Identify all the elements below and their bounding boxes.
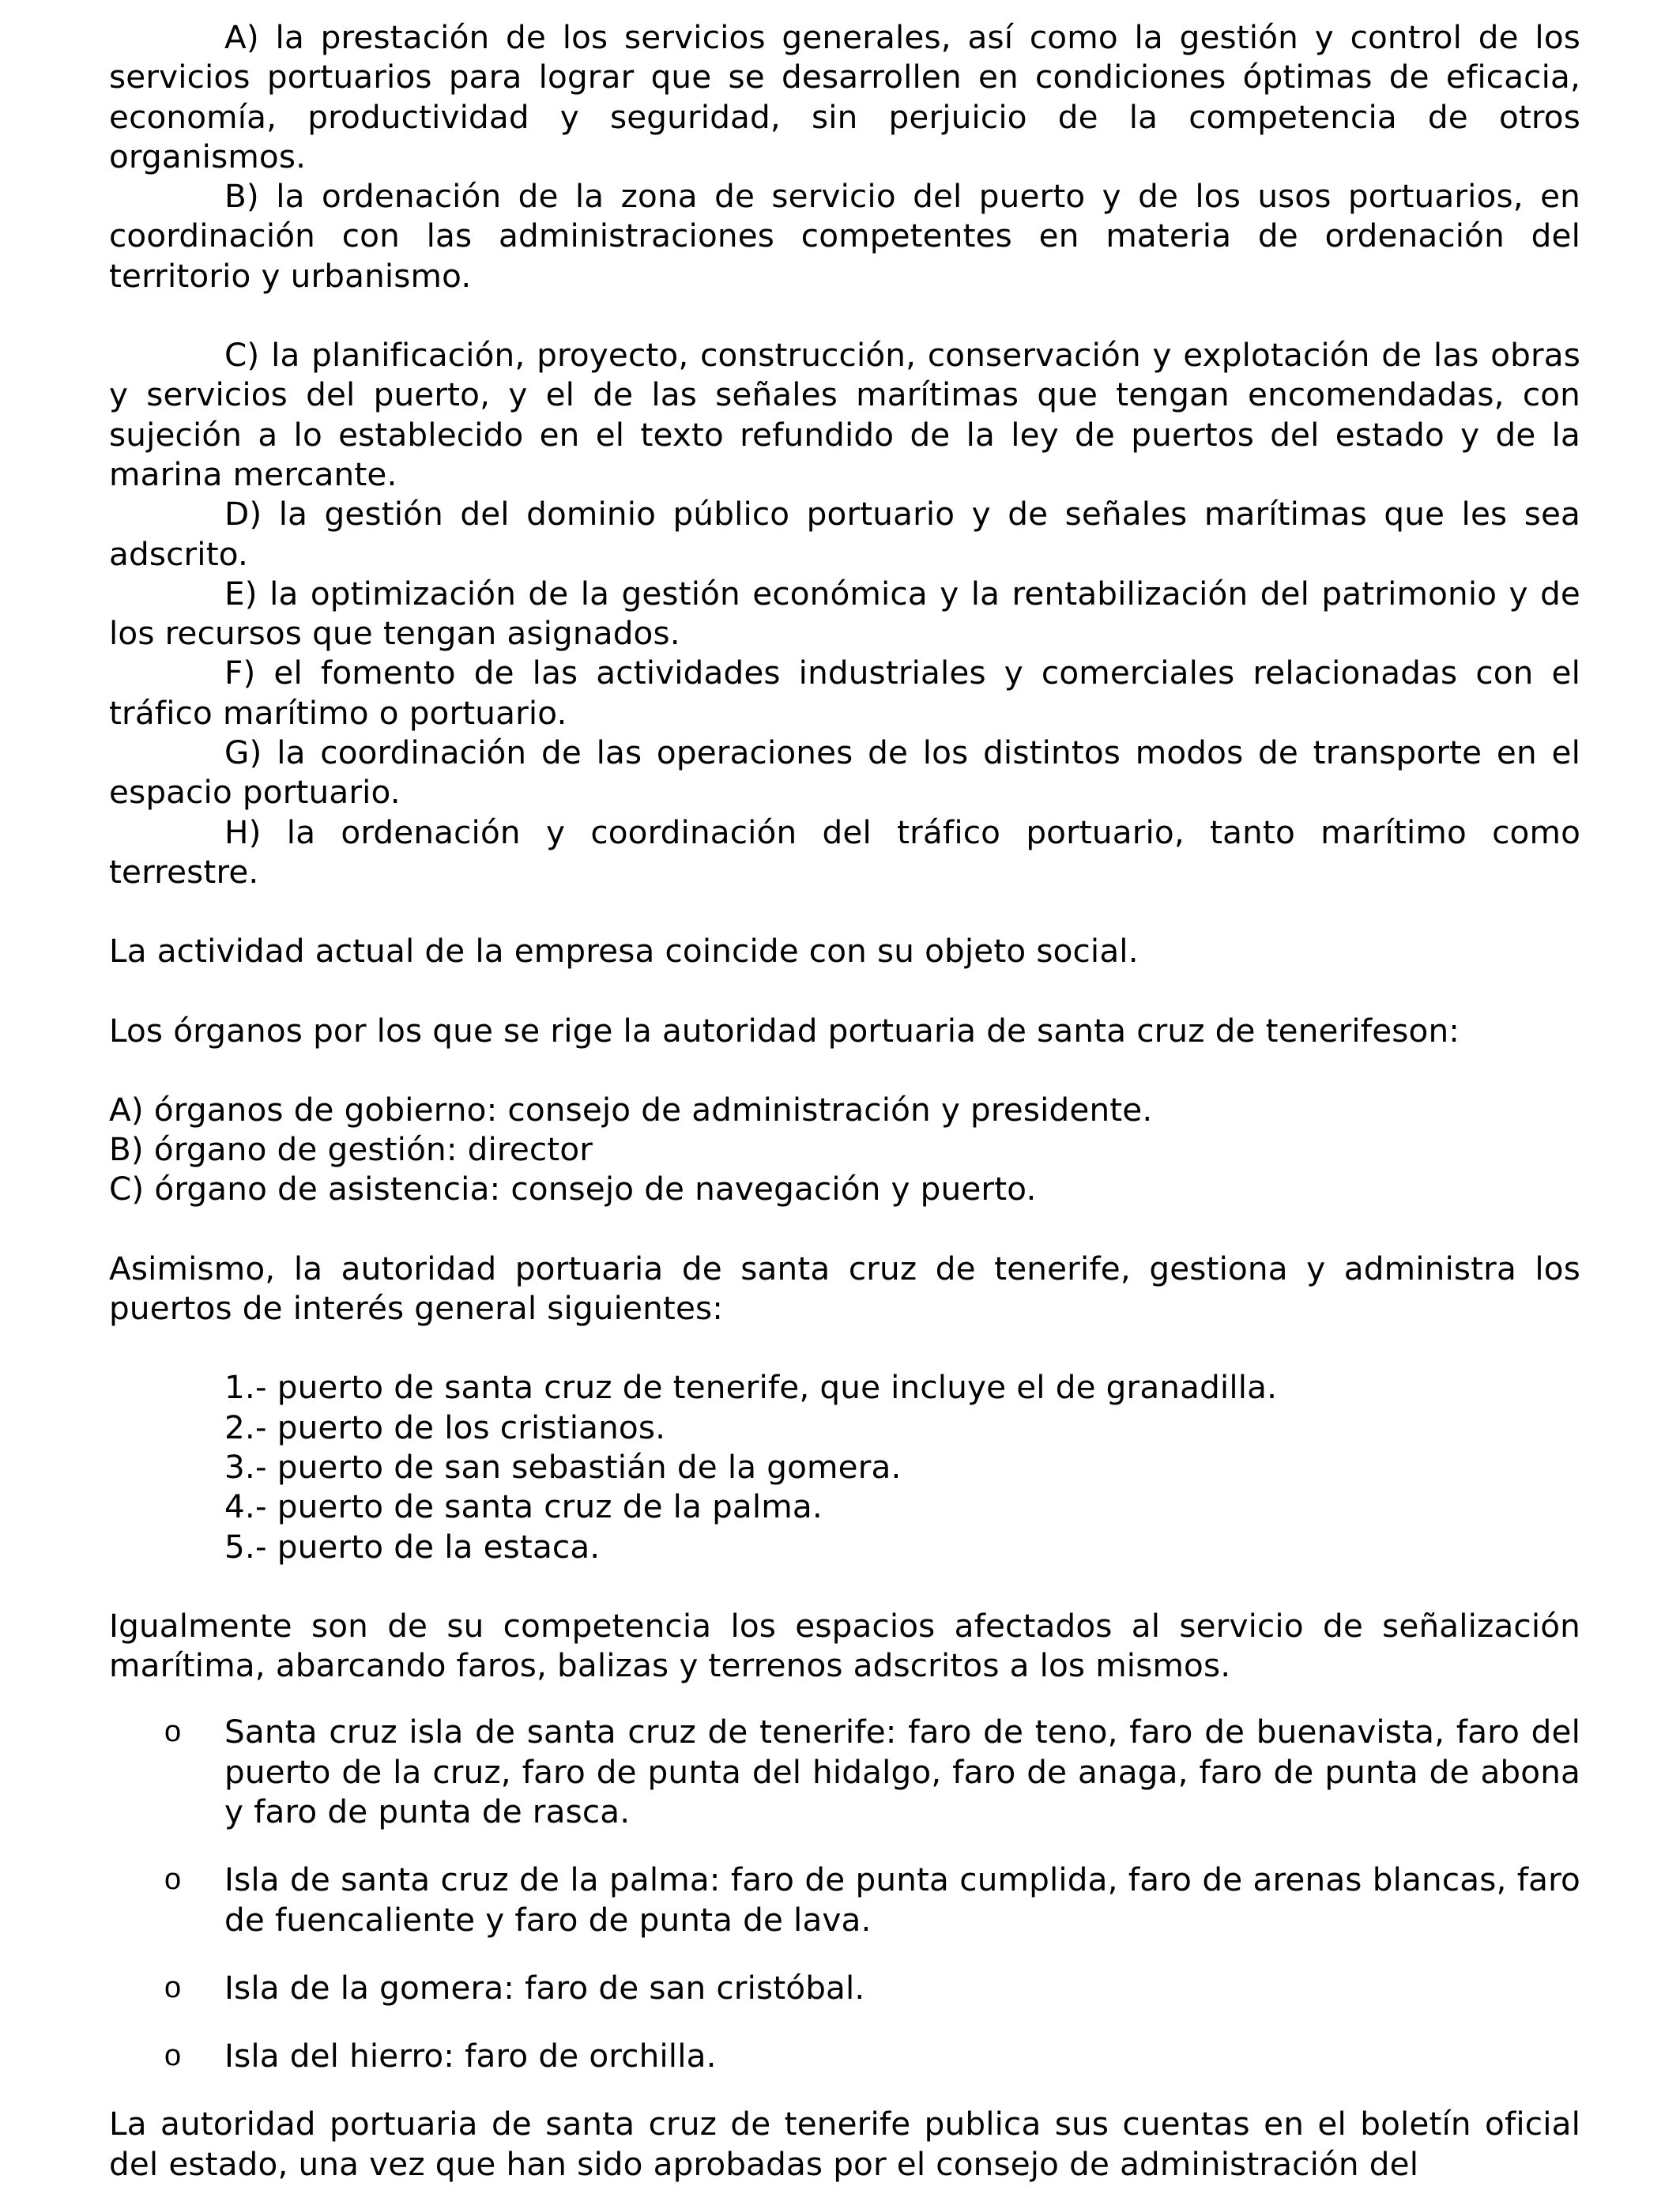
bullet-icon: o [164,2039,182,2073]
port-item: 1.- puerto de santa cruz de tenerife, que incluye el de granadilla. [224,1368,1278,1407]
function-e-paragraph: E) la optimización de la gestión económica y la rentabilización del patrimonio y de los recursos que tengan asignados. [109,574,1580,653]
paragraph-gap [109,296,1580,335]
ports-intro-paragraph: Asimismo, la autoridad portuaria de santa cruz de tenerife, gestiona y administra los puertos de interés general siguientes: [109,1249,1580,1328]
organ-item: A) órganos de gobierno: consejo de administración y presidente. [109,1090,1153,1129]
function-d-paragraph: D) la gestión del dominio público portuario y de señales marítimas que les sea adscrito. [109,495,1580,573]
port-item: 2.- puerto de los cristianos. [224,1408,666,1446]
paragraph-gap [109,1685,1580,1712]
function-a-paragraph: A) la prestación de los servicios generales, así como la gestión y control de los servicios portuarios para lograr que se desarrollen en condiciones óptimas de eficacia, economía, productividad y seguridad, sin perjuicio de la competencia de otros organismos. [109,18,1580,175]
lighthouse-item-el-hierro [109,2036,1580,2075]
lighthouse-text: Santa cruz isla de santa cruz de tenerife: faro de teno, faro de buenavista, faro del puerto de la cruz, faro de punta del hidalgo, faro de anaga, faro de punta de abona y faro de punta de rasca. [224,1713,1580,1830]
function-g-paragraph: G) la coordinación de las operaciones de los distintos modos de transporte en el espacio portuario. [109,733,1580,812]
lighthouse-item-la-gomera [109,1968,1580,2007]
lighthouse-item-tenerife [109,1712,1580,1831]
paragraph-gap [109,1209,1580,1249]
paragraph-gap [109,892,1580,931]
lighthouse-item-la-palma [109,1860,1580,1940]
lighthouse-text: Isla de la gomera: faro de san cristóbal. [224,1968,865,2007]
bullet-icon: o [164,1715,182,1749]
bullet-icon: o [164,1970,182,2004]
lighthouses-intro-paragraph: Igualmente son de su competencia los espacios afectados al servicio de señalización marítima, abarcando faros, balizas y terrenos adscritos a los mismos. [109,1606,1580,1685]
ports-list [109,1367,1580,1566]
paragraph-gap [109,1566,1580,1606]
function-b-paragraph: B) la ordenación de la zona de servicio del puerto y de los usos portuarios, en coordinación con las administraciones competentes en materia de ordenación del territorio y urbanismo. [109,177,1580,295]
closing-paragraph: La autoridad portuaria de santa cruz de tenerife publica sus cuentas en el boletín oficial del estado, una vez que han sido aprobadas por el consejo de administración del [109,2105,1580,2183]
paragraph-gap [109,971,1580,1011]
paragraph-gap [109,1050,1580,1090]
organ-item: B) órgano de gestión: director [109,1130,593,1169]
function-f-paragraph: F) el fomento de las actividades industriales y comerciales relacionadas con el tráfico marítimo o portuario. [109,654,1580,732]
port-item: 4.- puerto de santa cruz de la palma. [224,1487,823,1526]
lighthouse-text: Isla del hierro: faro de orchilla. [224,2037,717,2075]
port-item: 3.- puerto de san sebastián de la gomera. [224,1447,902,1486]
lighthouse-text: Isla de santa cruz de la palma: faro de punta cumplida, faro de arenas blancas, faro de fuencaliente y faro de punta de lava. [224,1860,1580,1939]
document-page [109,17,1580,2184]
function-h-paragraph: H) la ordenación y coordinación del tráfico portuario, tanto marítimo como terrestre. [109,812,1580,891]
organ-item: C) órgano de asistencia: consejo de navegación y puerto. [109,1170,1037,1208]
lighthouses-list [109,1712,1580,2075]
bullet-icon: o [164,1863,182,1897]
organs-intro-paragraph: Los órganos por los que se rige la autoridad portuaria de santa cruz de tenerifeson: [109,1011,1460,1050]
port-item: 5.- puerto de la estaca. [224,1527,601,1566]
paragraph-gap [109,1328,1580,1367]
organs-list [109,1090,1580,1209]
activity-paragraph: La actividad actual de la empresa coincide con su objeto social. [109,932,1139,971]
function-c-paragraph: C) la planificación, proyecto, construcción, conservación y explotación de las obras y servicios del puerto, y el de las señales marítimas que tengan encomendadas, con sujeción a lo establecido en el texto refundido de la ley de puertos del estado y de la marina mercante. [109,336,1580,493]
